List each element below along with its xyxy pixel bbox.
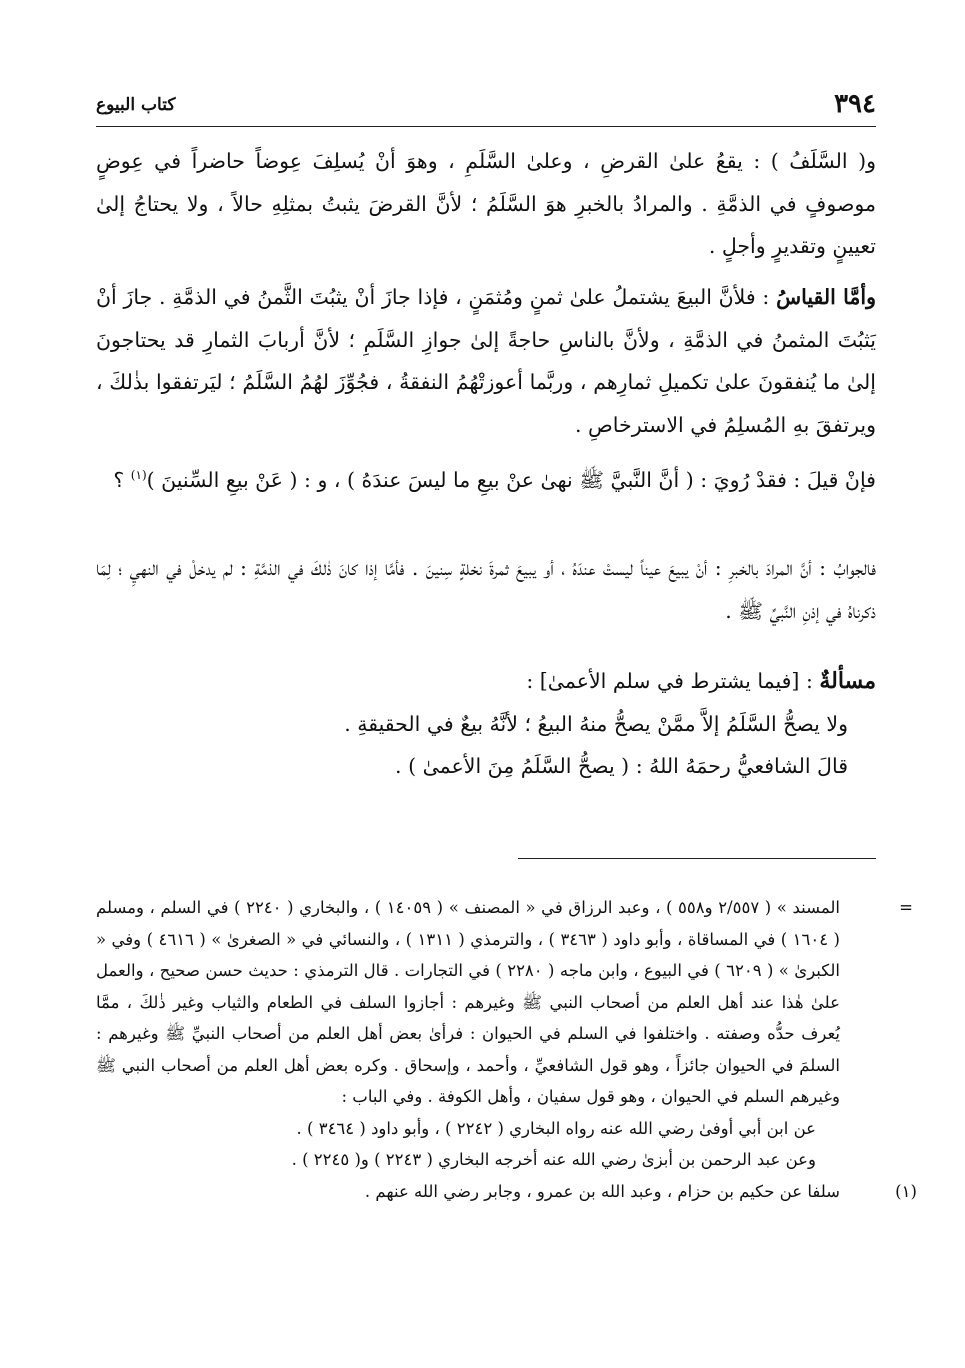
paragraph-qiyas	[96, 276, 876, 446]
paragraph-qiyas-text: : فلأنَّ البيعَ يشتملُ علىٰ ثمنٍ ومُثمَنٍ ، فإذا جازَ أنْ يثبُتَ الثَّمنُ في الذمَّةِ . جازَ أنْ يَثبُتَ المثمنُ في الذمَّةِ ، ولأنَّ بالناسِ حاجةً إلىٰ جوازِ السَّلَمِ ؛ لأنَّ أربابَ الثمارِ قد يحتاجونَ إلىٰ ما يُنفقونَ علىٰ تكميلِ ثمارِهم ، وربَّما أعوزتْهُمُ النفقةُ ، فجُوِّزَ لهُمُ السَّلَمُ ؛ ليَرتفقوا بذٰلكَ ، ويرتفقَ بهِ المُسلِمُ في الاسترخاصِ .	[96, 285, 876, 437]
paragraph-answer-text: فالجوابُ : أنَّ المرادَ بالخبرِ : أنْ يبيعَ عيناً ليستْ عندَهُ ، أو يبيعَ ثمرةَ نخلةٍ سِنينَ . فأمَّا إذا كانَ ذٰلكَ في الذمَّةِ : لم يدخلْ في النهيِ ؛ لِمَا ذكرناهُ في إذنِ النَّبيِّ ﷺ .	[96, 556, 876, 623]
footnote-sub-2: وعن عبد الرحمن بن أبزىٰ رضي الله عنه أخرجه البخاري ( ٢٢٤٣ ) و( ٢٢٤٥ ) .	[291, 1150, 816, 1169]
footnotes	[96, 892, 917, 1207]
continuation-marker: =	[899, 898, 913, 917]
paragraph-objection-text: فإنْ قيلَ : فقدْ رُويَ : ( أنَّ النَّبيَّ ﷺ نهىٰ عنْ بيعِ ما ليسَ عندَهُ ) ، و : ( عَنْ بيعِ السِّنينَ )	[146, 467, 876, 492]
masala-line-1: ولا يصحُّ السَّلَمُ إلاَّ ممَّنْ يصحُّ منهُ البيعُ ؛ لأنَّهُ بيعٌ في الحقيقةِ .	[344, 711, 848, 736]
footnote-1-text: سلفا عن حكيم بن حزام ، وعبد الله بن عمرو ، وجابر رضي الله عنهم .	[364, 1181, 840, 1201]
footnote-continuation	[96, 892, 913, 1176]
footnote-1	[96, 1176, 917, 1208]
footnote-continuation-text: المسند » ( ٢/٥٥٧ و٥٥٨ ) ، وعبد الرزاق في « المصنف » ( ١٤٠٥٩ ) ، والبخاري ( ٢٢٤٠ ) في السلم ، ومسلم ( ١٦٠٤ ) في المساقاة ، وأبو داود ( ٣٤٦٣ ) ، والترمذي ( ١٣١١ ) ، والنسائي في « الصغرىٰ » ( ٤٦١٦ ) وفي « الكبرىٰ » ( ٦٢٠٩ ) في البيوع ، وابن ماجه ( ٢٢٨٠ ) في التجارات . قال الترمذي : حديث حسن صحيح ، والعمل علىٰ هٰذا عند أهل العلم من أصحاب النبي ﷺ وغيرهم : أجازوا السلف في الطعام والثياب وغير ذٰلكَ ، ممَّا يُعرف حدُّه وصفته . واختلفوا في السلم في الحيوان : فرأىٰ بعض أهل العلم من أصحاب النبيِّ ﷺ وغيرهم : السلمَ في الحيوان جائزاً ، وهو قول الشافعيِّ ، وأحمد ، وإسحاق . وكره بعض أهل العلم من أصحاب النبي ﷺ وغيرهم السلم في الحيوان ، وهو قول سفيان ، وأهل الكوفة . وفي الباب :	[96, 898, 841, 1106]
page-header	[96, 86, 876, 122]
paragraph-answer	[96, 547, 876, 632]
footnote-separator	[518, 858, 876, 859]
qiyas-lead: وأمَّا القياسُ	[776, 285, 876, 309]
footnote-1-marker: (١)	[895, 1181, 917, 1201]
masala-section	[96, 660, 876, 788]
paragraph-salaf-text: و( السَّلَفُ ) : يقعُ علىٰ القرضِ ، وعلىٰ السَّلَمِ ، وهوَ أنْ يُسلِفَ عِوضاً حاضراً في عِوضٍ موصوفٍ في الذمَّةِ . والمرادُ بالخبرِ هوَ السَّلَمُ ؛ لأنَّ القرضَ يثبتُ بمثلِهِ حالاً ، ولا يحتاجُ إلىٰ تعيينٍ وتقديرٍ وأجلٍ .	[96, 149, 876, 258]
footnote-sub-1: عن ابن أبي أوفىٰ رضي الله عنه رواه البخاري ( ٢٢٤٢ ) ، وأبو داود ( ٣٤٦٤ ) .	[296, 1118, 816, 1138]
masala-title: : [فيما يشترط في سلم الأعمىٰ] :	[526, 669, 820, 693]
paragraph-salaf	[96, 140, 876, 268]
running-title: كتاب البيوع	[96, 95, 176, 115]
paragraph-objection-tail: ؟	[113, 467, 131, 492]
masala-line-2: قالَ الشافعيُّ رحمَهُ اللهُ : ( يصحُّ السَّلَمُ مِنَ الأعمىٰ ) .	[395, 754, 848, 778]
masala-label: مسألةٌ	[819, 668, 876, 694]
paragraph-objection	[96, 454, 876, 539]
page-number: ٣٩٤	[834, 89, 876, 119]
footnote-ref-1[interactable]: (١)	[130, 468, 147, 482]
main-text	[96, 140, 876, 788]
masala-heading	[96, 660, 876, 703]
header-rule	[96, 126, 876, 127]
